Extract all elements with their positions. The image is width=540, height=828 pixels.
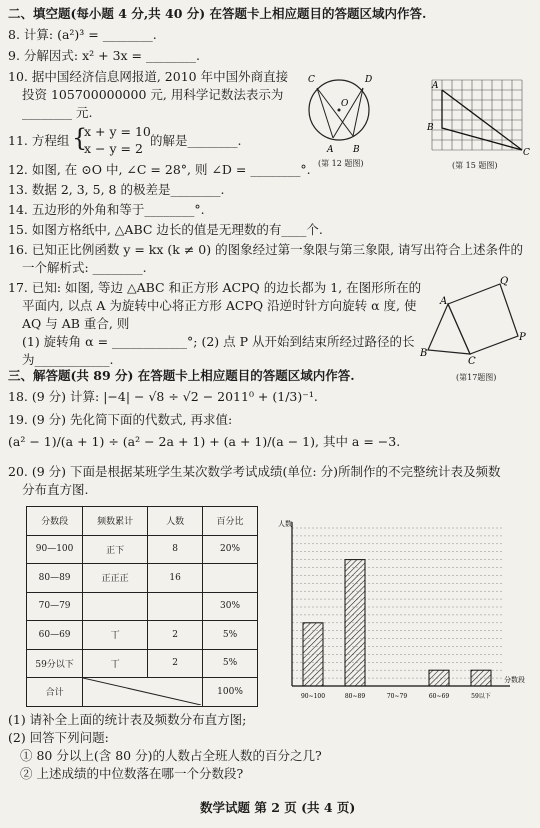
page-footer: 数学试题 第 2 页 (共 4 页) bbox=[200, 800, 356, 815]
frequency-histogram bbox=[268, 518, 530, 708]
table-cell: 30% bbox=[203, 592, 258, 621]
question-13: 13. 数据 2, 3, 5, 8 的极差是________. bbox=[8, 182, 225, 197]
x-tick-label: 59以下 bbox=[471, 693, 491, 700]
figure-12-caption: (第 12 题图) bbox=[318, 159, 364, 168]
question-17-line5: 为____________. bbox=[22, 352, 114, 367]
question-20-line2: 分布直方图. bbox=[22, 482, 89, 497]
table-cell: 丅 bbox=[83, 649, 148, 678]
table-cell: 8 bbox=[148, 535, 203, 564]
table-cell: 丅 bbox=[83, 621, 148, 650]
question-15: 15. 如图方格纸中, △ABC 边长的值是无理数的有____个. bbox=[8, 222, 323, 237]
question-9: 9. 分解因式: x² + 3x = ________. bbox=[8, 48, 200, 63]
table-cell: 100% bbox=[203, 678, 258, 707]
table-diagonal-cell bbox=[83, 678, 203, 707]
table-cell: 5% bbox=[203, 649, 258, 678]
statistics-table bbox=[26, 506, 258, 707]
question-17-line3: AQ 与 AB 重合, 则 bbox=[22, 316, 130, 331]
table-cell: 59分以下 bbox=[27, 649, 83, 678]
question-14: 14. 五边形的外角和等于________°. bbox=[8, 202, 205, 217]
figure-12-circle-diagram bbox=[305, 66, 373, 156]
x-axis-label: 分数段 bbox=[504, 676, 525, 684]
table-cell bbox=[148, 592, 203, 621]
question-10-line3: ________ 元. bbox=[22, 105, 93, 120]
question-11-label: 11. 方程组 bbox=[8, 133, 70, 148]
fig12-label-o: O bbox=[341, 99, 349, 109]
fig15-label-a: A bbox=[432, 81, 439, 91]
question-17-line2: 平面内, 以点 A 为旋转中心将正方形 ACPQ 沿逆时针方向旋转 α 度, 使 bbox=[22, 298, 417, 313]
section3-heading: 三、解答题(共 89 分) 在答题卡上相应题目的答题区域内作答. bbox=[8, 368, 355, 383]
figure-15-caption: (第 15 题图) bbox=[452, 161, 498, 170]
fig17-label-p: P bbox=[519, 332, 526, 343]
table-cell: 16 bbox=[148, 564, 203, 593]
table-row bbox=[27, 535, 258, 564]
table-total-row bbox=[27, 678, 258, 707]
table-cell: 60—69 bbox=[27, 621, 83, 650]
table-cell: 2 bbox=[148, 621, 203, 650]
table-header-row bbox=[27, 507, 258, 536]
fig12-label-b: B bbox=[353, 145, 360, 155]
histogram-bar bbox=[303, 623, 323, 686]
figure-17-diagram bbox=[418, 274, 530, 366]
fig17-label-b: B bbox=[420, 348, 428, 359]
question-11-tail: 的解是________. bbox=[150, 133, 242, 148]
question-17-line1: 17. 已知: 如图, 等边 △ABC 和正方形 ACPQ 的边长都为 1, 在图形所在的 bbox=[8, 280, 422, 295]
question-16-line1: 16. 已知正比例函数 y = kx (k ≠ 0) 的图象经过第一象限与第三象限, 请写出符合上述条件的 bbox=[8, 242, 524, 257]
table-header-cell: 频数累计 bbox=[83, 507, 148, 536]
table-row bbox=[27, 564, 258, 593]
figure-15-grid-diagram bbox=[424, 78, 532, 156]
table-cell: 90—100 bbox=[27, 535, 83, 564]
section2-heading: 二、填空题(每小题 4 分,共 40 分) 在答题卡上相应题目的答题区域内作答. bbox=[8, 6, 427, 21]
question-20-line1: 20. (9 分) 下面是根据某班学生某次数学考试成绩(单位: 分)所制作的不完整统计表及频数 bbox=[8, 464, 501, 479]
table-row bbox=[27, 649, 258, 678]
question-20-sub1: ① 80 分以上(含 80 分)的人数占全班人数的百分之几? bbox=[20, 748, 322, 763]
x-tick-label: 90~100 bbox=[300, 693, 326, 700]
y-axis-label: 人数 bbox=[278, 520, 292, 528]
table-header-cell: 人数 bbox=[148, 507, 203, 536]
fig17-label-a: A bbox=[440, 296, 448, 307]
question-11-eq2: x − y = 2 bbox=[84, 141, 143, 156]
fig17-label-c: C bbox=[468, 356, 476, 366]
table-cell: 5% bbox=[203, 621, 258, 650]
question-19-line1: 19. (9 分) 先化简下面的代数式, 再求值: bbox=[8, 412, 233, 427]
fig12-label-c: C bbox=[308, 75, 315, 85]
table-cell bbox=[83, 592, 148, 621]
question-20-sub2: ② 上述成绩的中位数落在哪一个分数段? bbox=[20, 766, 244, 781]
table-row bbox=[27, 592, 258, 621]
table-cell bbox=[203, 564, 258, 593]
question-10-line2: 投资 105700000000 元, 用科学记数法表示为 bbox=[22, 87, 284, 102]
table-cell: 正下 bbox=[83, 535, 148, 564]
table-cell: 合计 bbox=[27, 678, 83, 707]
histogram-bar bbox=[345, 560, 365, 686]
fig17-label-q: Q bbox=[500, 276, 509, 287]
question-18: 18. (9 分) 计算: |−4| − √8 ÷ √2 − 2011⁰ + (1/3)⁻¹. bbox=[8, 389, 318, 404]
question-10-line1: 10. 据中国经济信息网报道, 2010 年中国外商直接 bbox=[8, 69, 289, 84]
fig15-label-b: B bbox=[427, 123, 434, 133]
question-17-line4: (1) 旋转角 α = ____________°; (2) 点 P 从开始到结束所经过路径的长 bbox=[22, 334, 415, 349]
question-19-line2: (a² − 1)/(a + 1) ÷ (a² − 2a + 1) + (a + 1)/(a − 1), 其中 a = −3. bbox=[8, 434, 401, 449]
figure-17-caption: (第17题图) bbox=[456, 373, 497, 382]
table-cell: 正正正 bbox=[83, 564, 148, 593]
histogram-bar bbox=[471, 670, 491, 686]
histogram-bar bbox=[429, 670, 449, 686]
question-11-eq1: x + y = 10 bbox=[84, 124, 151, 139]
question-8: 8. 计算: (a²)³ = ________. bbox=[8, 27, 157, 42]
x-tick-label: 70~79 bbox=[386, 693, 408, 700]
question-12: 12. 如图, 在 ⊙O 中, ∠C = 28°, 则 ∠D = ________°. bbox=[8, 162, 311, 177]
q11-brace: { bbox=[72, 124, 88, 152]
table-header-cell: 分数段 bbox=[27, 507, 83, 536]
fig12-label-a: A bbox=[327, 145, 334, 155]
x-tick-label: 60~69 bbox=[428, 693, 450, 700]
x-tick-label: 80~89 bbox=[344, 693, 366, 700]
fig12-label-d: D bbox=[365, 75, 373, 85]
table-cell: 70—79 bbox=[27, 592, 83, 621]
question-20-part1: (1) 请补全上面的统计表及频数分布直方图; bbox=[8, 712, 247, 727]
fig15-label-c: C bbox=[523, 148, 530, 156]
table-cell: 2 bbox=[148, 649, 203, 678]
table-row bbox=[27, 621, 258, 650]
question-16-line2: 一个解析式: ________. bbox=[22, 260, 147, 275]
question-20-part2: (2) 回答下列问题: bbox=[8, 730, 109, 745]
table-header-cell: 百分比 bbox=[203, 507, 258, 536]
table-cell: 20% bbox=[203, 535, 258, 564]
table-cell: 80—89 bbox=[27, 564, 83, 593]
